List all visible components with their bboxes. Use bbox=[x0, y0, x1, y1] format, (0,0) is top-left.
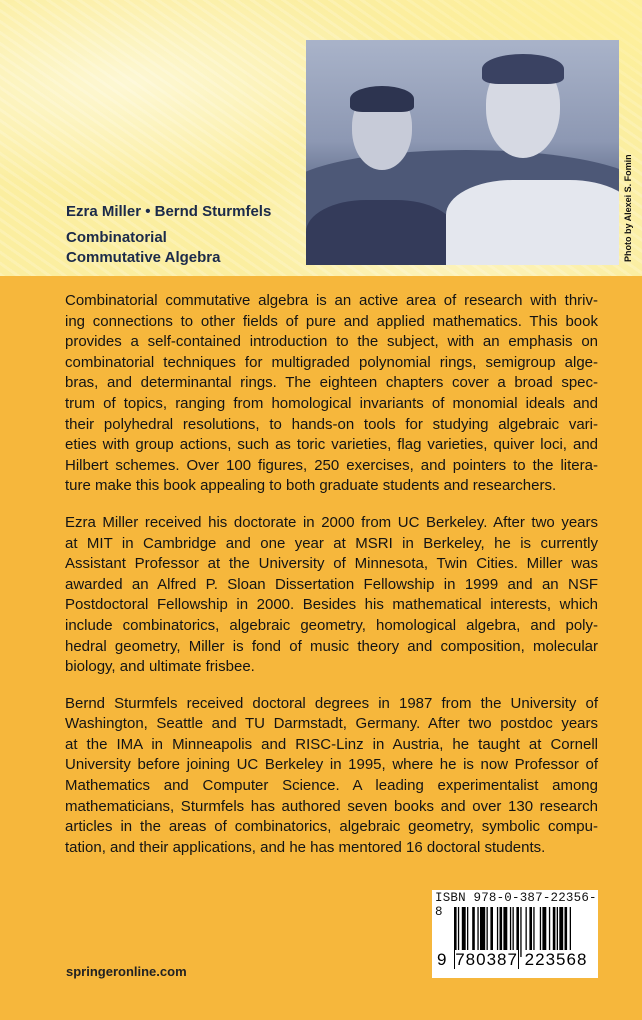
photo-person-left-hair bbox=[350, 86, 414, 112]
isbn-barcode bbox=[432, 890, 598, 978]
text-line: eties with group actions, such as toric varieties, flag varieties, quiver loci, and bbox=[65, 436, 598, 454]
photo-credit: Photo by Alexei S. Fomin bbox=[623, 154, 633, 262]
text-line: University before joining UC Berkeley in 1995, where he is now Professor of bbox=[65, 756, 598, 774]
text-line: at the IMA in Minneapolis and RISC-Linz in Austria, he taught at Cornell bbox=[65, 735, 598, 753]
ean-left-digits: 780387 bbox=[455, 950, 518, 969]
text-line: Combinatorial commutative algebra is an active area of research with thriv- bbox=[65, 292, 598, 309]
text-line: at MIT in Cambridge and one year at MSRI in Berkeley, he is currently bbox=[65, 534, 598, 552]
photo-person-right-body bbox=[446, 180, 619, 265]
text-line: Assistant Professor at the University of Minnesota, Twin Cities. Miller was bbox=[65, 555, 598, 573]
publisher-website[interactable]: springeronline.com bbox=[66, 964, 187, 979]
text-line: Hilbert schemes. Over 100 figures, 250 exercises, and pointers to the litera- bbox=[65, 456, 598, 474]
text-line: ing connections to other fields of pure and applied mathematics. This book bbox=[65, 312, 598, 330]
text-line: their polyhedral resolutions, to hands-on tools for studying algebraic vari- bbox=[65, 415, 598, 433]
text-line: Bernd Sturmfels received doctoral degrees in 1987 from the University of bbox=[65, 694, 598, 712]
ean-digits bbox=[437, 950, 587, 970]
text-line: bras, and determinantal rings. The eighteen chapters cover a broad spec- bbox=[65, 374, 598, 392]
book-title bbox=[66, 228, 220, 268]
text-line: hedral geometry, Miller is fond of music theory and composition, molecular bbox=[65, 637, 598, 655]
text-line: Ezra Miller received his doctorate in 2000 from UC Berkeley. After two years bbox=[65, 513, 598, 531]
text-line: mathematicians, Sturmfels has authored seven books and over 130 research bbox=[65, 797, 598, 815]
text-line: Postdoctoral Fellowship in 2000. Besides his mathematical interests, which bbox=[65, 596, 598, 614]
text-line: include combinatorics, algebraic geometry, homological algebra, and poly- bbox=[65, 616, 598, 634]
text-line: articles in the areas of combinatorics, algebraic geometry, symbolic compu- bbox=[65, 818, 598, 836]
ean-right-digits: 223568 bbox=[524, 950, 588, 969]
text-line: trum of topics, ranging from homological invariants of monomial ideals and bbox=[65, 394, 598, 412]
photo-person-right-hair bbox=[482, 54, 564, 84]
photo-person-left-body bbox=[306, 200, 456, 265]
blurb-text bbox=[65, 291, 598, 874]
title-line-1: Combinatorial bbox=[66, 229, 167, 246]
isbn-number: ISBN 978-0-387-22356-8 bbox=[435, 891, 597, 919]
text-line: Mathematics and Computer Science. A leading experimentalist among bbox=[65, 777, 598, 795]
title-line-2: Commutative Algebra bbox=[66, 249, 221, 266]
ean-first-digit: 9 bbox=[437, 950, 447, 969]
paragraph-1 bbox=[65, 291, 598, 497]
authors: Ezra Miller • Bernd Sturmfels bbox=[66, 203, 272, 220]
paragraph-3 bbox=[65, 694, 598, 859]
text-line: ture make this book appealing to both graduate students and researchers. bbox=[65, 477, 557, 495]
paragraph-2 bbox=[65, 513, 598, 678]
author-photo bbox=[306, 40, 619, 265]
text-line: awarded an Alfred P. Sloan Dissertation Fellowship in 1999 and an NSF bbox=[65, 575, 598, 593]
text-line: provides a self-contained introduction to the subject, with an emphasis on bbox=[65, 333, 598, 351]
text-line: combinatorial techniques for multigraded polynomial rings, semigroup alge- bbox=[65, 353, 598, 371]
text-line: tation, and their applications, and he has mentored 16 doctoral students. bbox=[65, 838, 546, 856]
text-line: Washington, Seattle and TU Darmstadt, Germany. After two postdoc years bbox=[65, 715, 598, 733]
text-line: biology, and ultimate frisbee. bbox=[65, 658, 255, 676]
